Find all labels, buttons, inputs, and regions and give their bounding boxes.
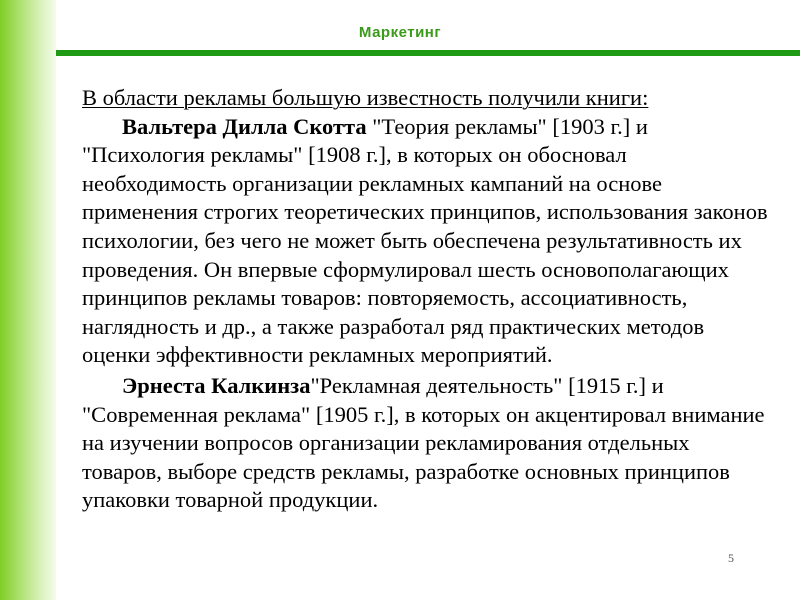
- slide-content: [82, 84, 772, 515]
- paragraph-calkins: [82, 372, 772, 515]
- paragraph-scott: [82, 113, 772, 370]
- paragraph-text: "Теория рекламы" [1903 г.] и "Психология рекламы" [1908 г.], в которых он обосновал необходимость организации рекламных кампаний на основе применения строгих теоретических принципов, использования законов психологии, без чего не может быть обеспечена результативность их проведения. Он впервые сформулировал шесть основополагающих принципов рекламы товаров: повторяемость, ассоциативность, наглядность и др., а также разработал ряд практических методов оценки эффективности рекламных мероприятий.: [82, 113, 768, 368]
- header-divider: [56, 50, 800, 56]
- author-name: Вальтера Дилла Скотта: [122, 113, 367, 139]
- paragraph-text: "Рекламная деятельность" [1915 г.] и "Современная реклама" [1905 г.], в которых он акцентировал внимание на изучении вопросов организации рекламирования отдельных товаров, выборе средств рекламы, разработке основных принципов упаковки товарной продукции.: [82, 372, 765, 513]
- lead-sentence: В области рекламы большую известность получили книги:: [82, 85, 649, 110]
- slide-title: Маркетинг: [358, 24, 442, 41]
- left-accent-bar: [0, 0, 56, 600]
- page-number: 5: [728, 551, 734, 565]
- author-name: Эрнеста Калкинза: [122, 372, 311, 398]
